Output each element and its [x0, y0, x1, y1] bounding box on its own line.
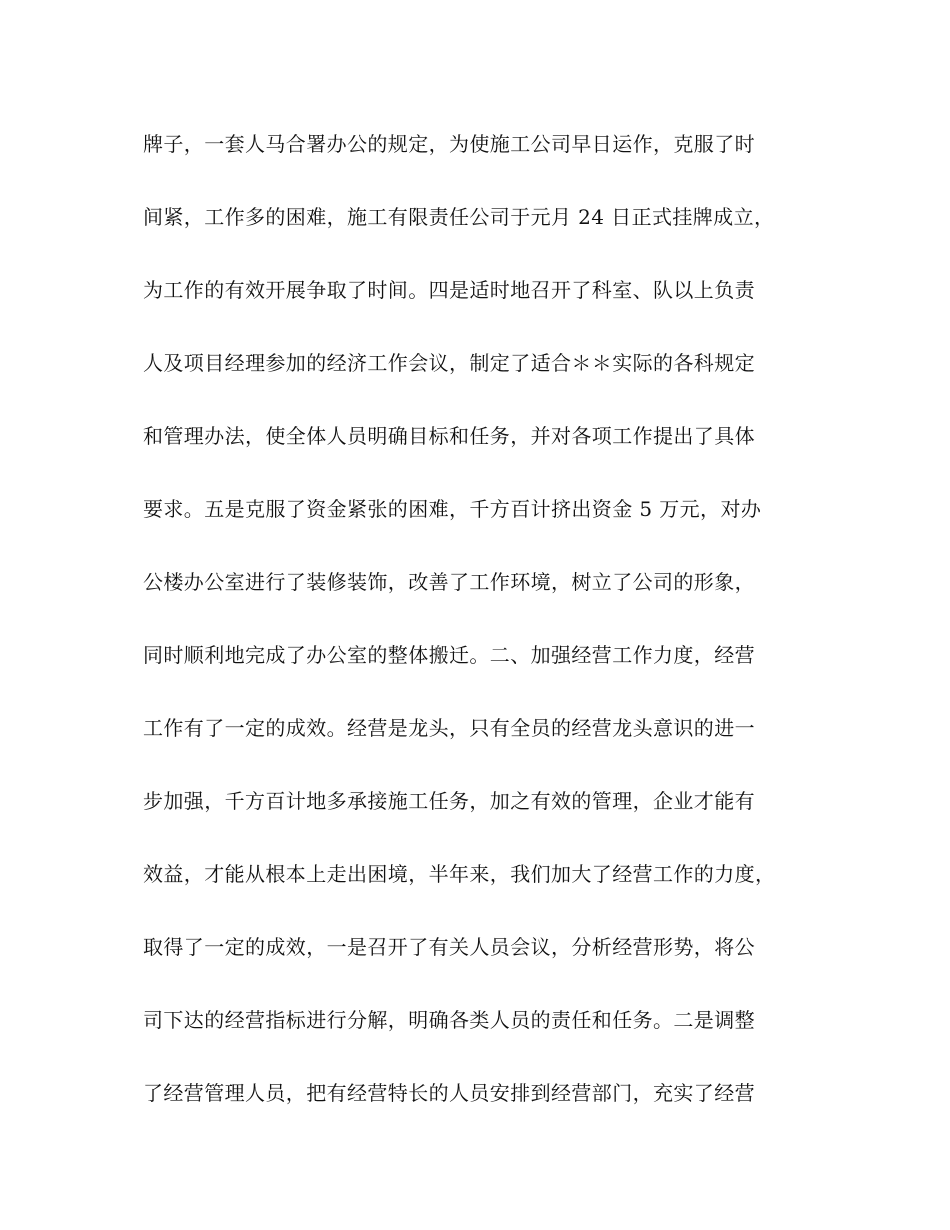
body-text — [143, 125, 823, 1147]
text-line-14: 了经营管理人员，把有经营特长的人员安排到经营部门，充实了经营 — [143, 1081, 755, 1105]
text-line-2: 间紧，工作多的困难，施工有限责任公司于元月 24 日正式挂牌成立， — [143, 205, 775, 229]
text-line-13: 司下达的经营指标进行分解，明确各类人员的责任和任务。二是调整 — [143, 1008, 755, 1032]
text-line-12: 取得了一定的成效，一是召开了有关人员会议，分析经营形势，将公 — [143, 935, 755, 959]
text-line-1: 牌子，一套人马合署办公的规定，为使施工公司早日运作，克服了时 — [143, 132, 755, 156]
text-line-10: 步加强，千方百计地多承接施工任务，加之有效的管理，企业才能有 — [143, 789, 755, 813]
text-line-4: 人及项目经理参加的经济工作会议，制定了适合＊＊实际的各科规定 — [143, 351, 755, 375]
text-line-11: 效益，才能从根本上走出困境，半年来，我们加大了经营工作的力度， — [143, 862, 776, 886]
text-line-6: 要求。五是克服了资金紧张的困难，千方百计挤出资金 5 万元，对办 — [143, 497, 762, 521]
text-line-8: 同时顺利地完成了办公室的整体搬迁。二、加强经营工作力度，经营 — [143, 643, 755, 667]
text-line-3: 为工作的有效开展争取了时间。四是适时地召开了科室、队以上负责 — [143, 278, 755, 302]
text-line-5: 和管理办法，使全体人员明确目标和任务，并对各项工作提出了具体 — [143, 424, 755, 448]
text-line-7: 公楼办公室进行了装修装饰，改善了工作环境，树立了公司的形象， — [143, 570, 755, 594]
text-line-9: 工作有了一定的成效。经营是龙头，只有全员的经营龙头意识的进一 — [143, 716, 755, 740]
